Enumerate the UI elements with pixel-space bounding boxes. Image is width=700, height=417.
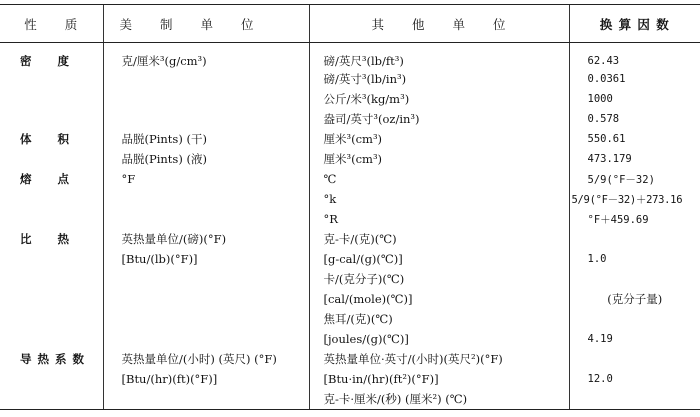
conversion-table: [0, 4, 700, 410]
factor-cell: 473.179: [569, 149, 700, 169]
table-row: [0, 129, 700, 149]
other-unit-cell: [Btu·in/(hr)(ft²)(°F)]: [309, 369, 569, 389]
us-unit-cell: 英热量单位/(小时) (英尺) (°F): [103, 349, 309, 369]
factor-cell: 62.43: [569, 43, 700, 70]
other-unit-cell: 克-卡/(克)(℃): [309, 229, 569, 249]
factor-cell: 1000: [569, 89, 700, 109]
property-cell: 导 热 系 数: [20, 352, 86, 366]
header-row: [0, 5, 700, 43]
us-unit-cell: [103, 269, 309, 289]
factor-cell: 5/9(°F－32)＋273.16: [569, 189, 700, 209]
other-unit-cell: 厘米³(cm³): [309, 129, 569, 149]
us-unit-cell: [103, 209, 309, 229]
property-cell: [0, 109, 103, 129]
property-cell: [0, 249, 103, 269]
property-cell: [0, 149, 103, 169]
other-unit-cell: 盎司/英寸³(oz/in³): [309, 109, 569, 129]
factor-cell: 0.578: [569, 109, 700, 129]
table-row: [0, 269, 700, 289]
factor-cell: [569, 269, 700, 289]
us-unit-cell: 克/厘米³(g/cm³): [103, 43, 309, 70]
other-unit-cell: [g-cal/(g)(℃)]: [309, 249, 569, 269]
header-other-unit: 其 他 单 位: [309, 5, 569, 43]
other-unit-cell: 焦耳/(克)(℃): [309, 309, 569, 329]
us-unit-cell: 品脱(Pints) (液): [103, 149, 309, 169]
us-unit-cell: 品脱(Pints) (干): [103, 129, 309, 149]
table-row: [0, 329, 700, 349]
us-unit-cell: [103, 69, 309, 89]
property-cell: 比 热: [20, 232, 70, 246]
property-cell: [0, 309, 103, 329]
table-row: [0, 189, 700, 209]
us-unit-cell: [103, 289, 309, 309]
factor-cell: 12.0: [569, 369, 700, 389]
other-unit-cell: 克-卡·厘米/(秒) (厘米²) (℃): [309, 389, 569, 409]
us-unit-cell: [Btu/(lb)(°F)]: [103, 249, 309, 269]
header-us-unit: 美 制 单 位: [103, 5, 309, 43]
table-row: [0, 109, 700, 129]
factor-cell: 550.61: [569, 129, 700, 149]
factor-cell: 1.0: [569, 249, 700, 269]
property-cell: [0, 69, 103, 89]
other-unit-cell: ℃: [309, 169, 569, 189]
other-unit-cell: 厘米³(cm³): [309, 149, 569, 169]
factor-cell: [569, 309, 700, 329]
other-unit-cell: 磅/英尺³(lb/ft³): [309, 43, 569, 70]
us-unit-cell: 英热量单位/(磅)(°F): [103, 229, 309, 249]
factor-cell: [569, 349, 700, 369]
factor-cell: 4.19: [569, 329, 700, 349]
table-row: [0, 43, 700, 70]
property-cell: [0, 369, 103, 389]
header-factor: 换 算 因 数: [569, 5, 700, 43]
factor-cell: 5/9(°F－32): [569, 169, 700, 189]
other-unit-cell: °R: [309, 209, 569, 229]
table-row: [0, 149, 700, 169]
us-unit-cell: [103, 329, 309, 349]
factor-cell: [569, 229, 700, 249]
table-row: [0, 369, 700, 389]
table-row: [0, 249, 700, 269]
property-cell: 体 积: [20, 132, 70, 146]
factor-cell: [569, 389, 700, 409]
property-cell: [0, 189, 103, 209]
factor-cell: (克分子量): [569, 289, 700, 309]
property-cell: [0, 329, 103, 349]
header-property: 性 质: [0, 5, 103, 43]
property-cell: [0, 289, 103, 309]
other-unit-cell: 英热量单位·英寸/(小时)(英尺²)(°F): [309, 349, 569, 369]
table-row: [0, 229, 700, 249]
us-unit-cell: [Btu/(hr)(ft)(°F)]: [103, 369, 309, 389]
table-row: [0, 289, 700, 309]
other-unit-cell: 卡/(克分子)(℃): [309, 269, 569, 289]
factor-cell: 0.0361: [569, 69, 700, 89]
other-unit-cell: 公斤/米³(kg/m³): [309, 89, 569, 109]
table-row: [0, 89, 700, 109]
other-unit-cell: 磅/英寸³(lb/in³): [309, 69, 569, 89]
table-row: [0, 169, 700, 189]
property-cell: [0, 389, 103, 409]
property-cell: [0, 89, 103, 109]
us-unit-cell: °F: [103, 169, 309, 189]
other-unit-cell: [joules/(g)(℃)]: [309, 329, 569, 349]
us-unit-cell: [103, 309, 309, 329]
table-row: [0, 309, 700, 329]
table-row: [0, 349, 700, 369]
property-cell: 密 度: [20, 54, 70, 68]
table-row: [0, 389, 700, 409]
us-unit-cell: [103, 109, 309, 129]
property-cell: [0, 269, 103, 289]
us-unit-cell: [103, 389, 309, 409]
us-unit-cell: [103, 89, 309, 109]
property-cell: [0, 209, 103, 229]
table-row: [0, 69, 700, 89]
factor-cell: °F＋459.69: [569, 209, 700, 229]
table-row: [0, 209, 700, 229]
other-unit-cell: [cal/(mole)(℃)]: [309, 289, 569, 309]
us-unit-cell: [103, 189, 309, 209]
property-cell: 熔 点: [20, 172, 70, 186]
other-unit-cell: °k: [309, 189, 569, 209]
